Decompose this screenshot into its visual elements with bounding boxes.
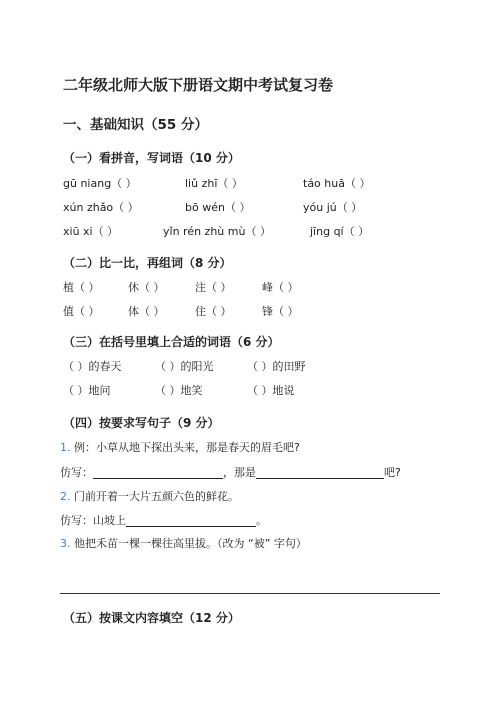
question-text: 例：小草从地下探出头来，那是春天的眉毛吧? bbox=[74, 441, 300, 454]
question-1 bbox=[60, 439, 300, 455]
compare-item: 休（ ） bbox=[128, 281, 165, 294]
question-number: 2. bbox=[60, 490, 71, 503]
compare-item: 住（ ） bbox=[195, 305, 232, 318]
imitation-label: 仿写： bbox=[60, 466, 93, 479]
question-number: 3. bbox=[60, 537, 71, 550]
pinyin-item: xiū xi（ ） bbox=[63, 225, 119, 238]
fill-item: （ ）的田野 bbox=[247, 360, 306, 373]
imitation-end: 。 bbox=[256, 514, 267, 527]
answer-line[interactable] bbox=[60, 593, 440, 594]
pinyin-item: yǐn rén zhù mù（ ） bbox=[163, 225, 271, 238]
compare-item: 锋（ ） bbox=[262, 305, 299, 318]
fill-item: （ ）地说 bbox=[247, 384, 295, 397]
pinyin-item: jīng qí（ ） bbox=[310, 225, 370, 238]
answer-blank[interactable] bbox=[93, 466, 223, 479]
compare-item: 注（ ） bbox=[195, 281, 232, 294]
part1-heading: （一）看拼音，写词语（10 分） bbox=[63, 151, 240, 165]
fill-item: （ ）地笑 bbox=[155, 384, 203, 397]
fill-item: （ ）的春天 bbox=[63, 360, 122, 373]
answer-blank[interactable] bbox=[126, 514, 256, 527]
pinyin-item: bō wén（ ） bbox=[185, 201, 251, 214]
imitation-end: 吧? bbox=[384, 466, 401, 479]
part3-heading: （三）在括号里填上合适的词语（6 分） bbox=[63, 335, 280, 349]
imitation-line-2 bbox=[60, 512, 267, 528]
compare-item: 体（ ） bbox=[128, 305, 165, 318]
question-text: 门前开着一大片五颜六色的鲜花。 bbox=[74, 490, 239, 503]
question-number: 1. bbox=[60, 441, 71, 454]
section-heading-basics: 一、基础知识（55 分） bbox=[63, 117, 208, 133]
question-3 bbox=[60, 535, 307, 551]
question-text: 他把禾苗一棵一棵往高里拔。（改为 “被” 字句） bbox=[74, 537, 307, 550]
fill-item: （ ）的阳光 bbox=[155, 360, 214, 373]
part5-heading: （五）按课文内容填空（12 分） bbox=[63, 611, 240, 625]
question-2 bbox=[60, 488, 239, 504]
answer-blank[interactable] bbox=[256, 466, 384, 479]
pinyin-item: gū niang（ ） bbox=[63, 177, 137, 190]
imitation-label: 仿写：山坡上 bbox=[60, 514, 126, 527]
compare-item: 峰（ ） bbox=[262, 281, 299, 294]
part4-heading: （四）按要求写句子（9 分） bbox=[63, 416, 220, 430]
fill-item: （ ）地问 bbox=[63, 384, 111, 397]
pinyin-item: liǔ zhī（ ） bbox=[185, 177, 243, 190]
imitation-line-1 bbox=[60, 464, 401, 480]
pinyin-item: yóu jú（ ） bbox=[303, 201, 363, 214]
part2-heading: （二）比一比，再组词（8 分） bbox=[63, 256, 232, 270]
pinyin-item: táo huā（ ） bbox=[303, 177, 371, 190]
compare-item: 植（ ） bbox=[63, 281, 100, 294]
imitation-middle: ，那是 bbox=[223, 466, 256, 479]
compare-item: 值（ ） bbox=[63, 305, 100, 318]
pinyin-item: xún zhǎo（ ） bbox=[63, 201, 139, 214]
page-title: 二年级北师大版下册语文期中考试复习卷 bbox=[63, 76, 334, 94]
